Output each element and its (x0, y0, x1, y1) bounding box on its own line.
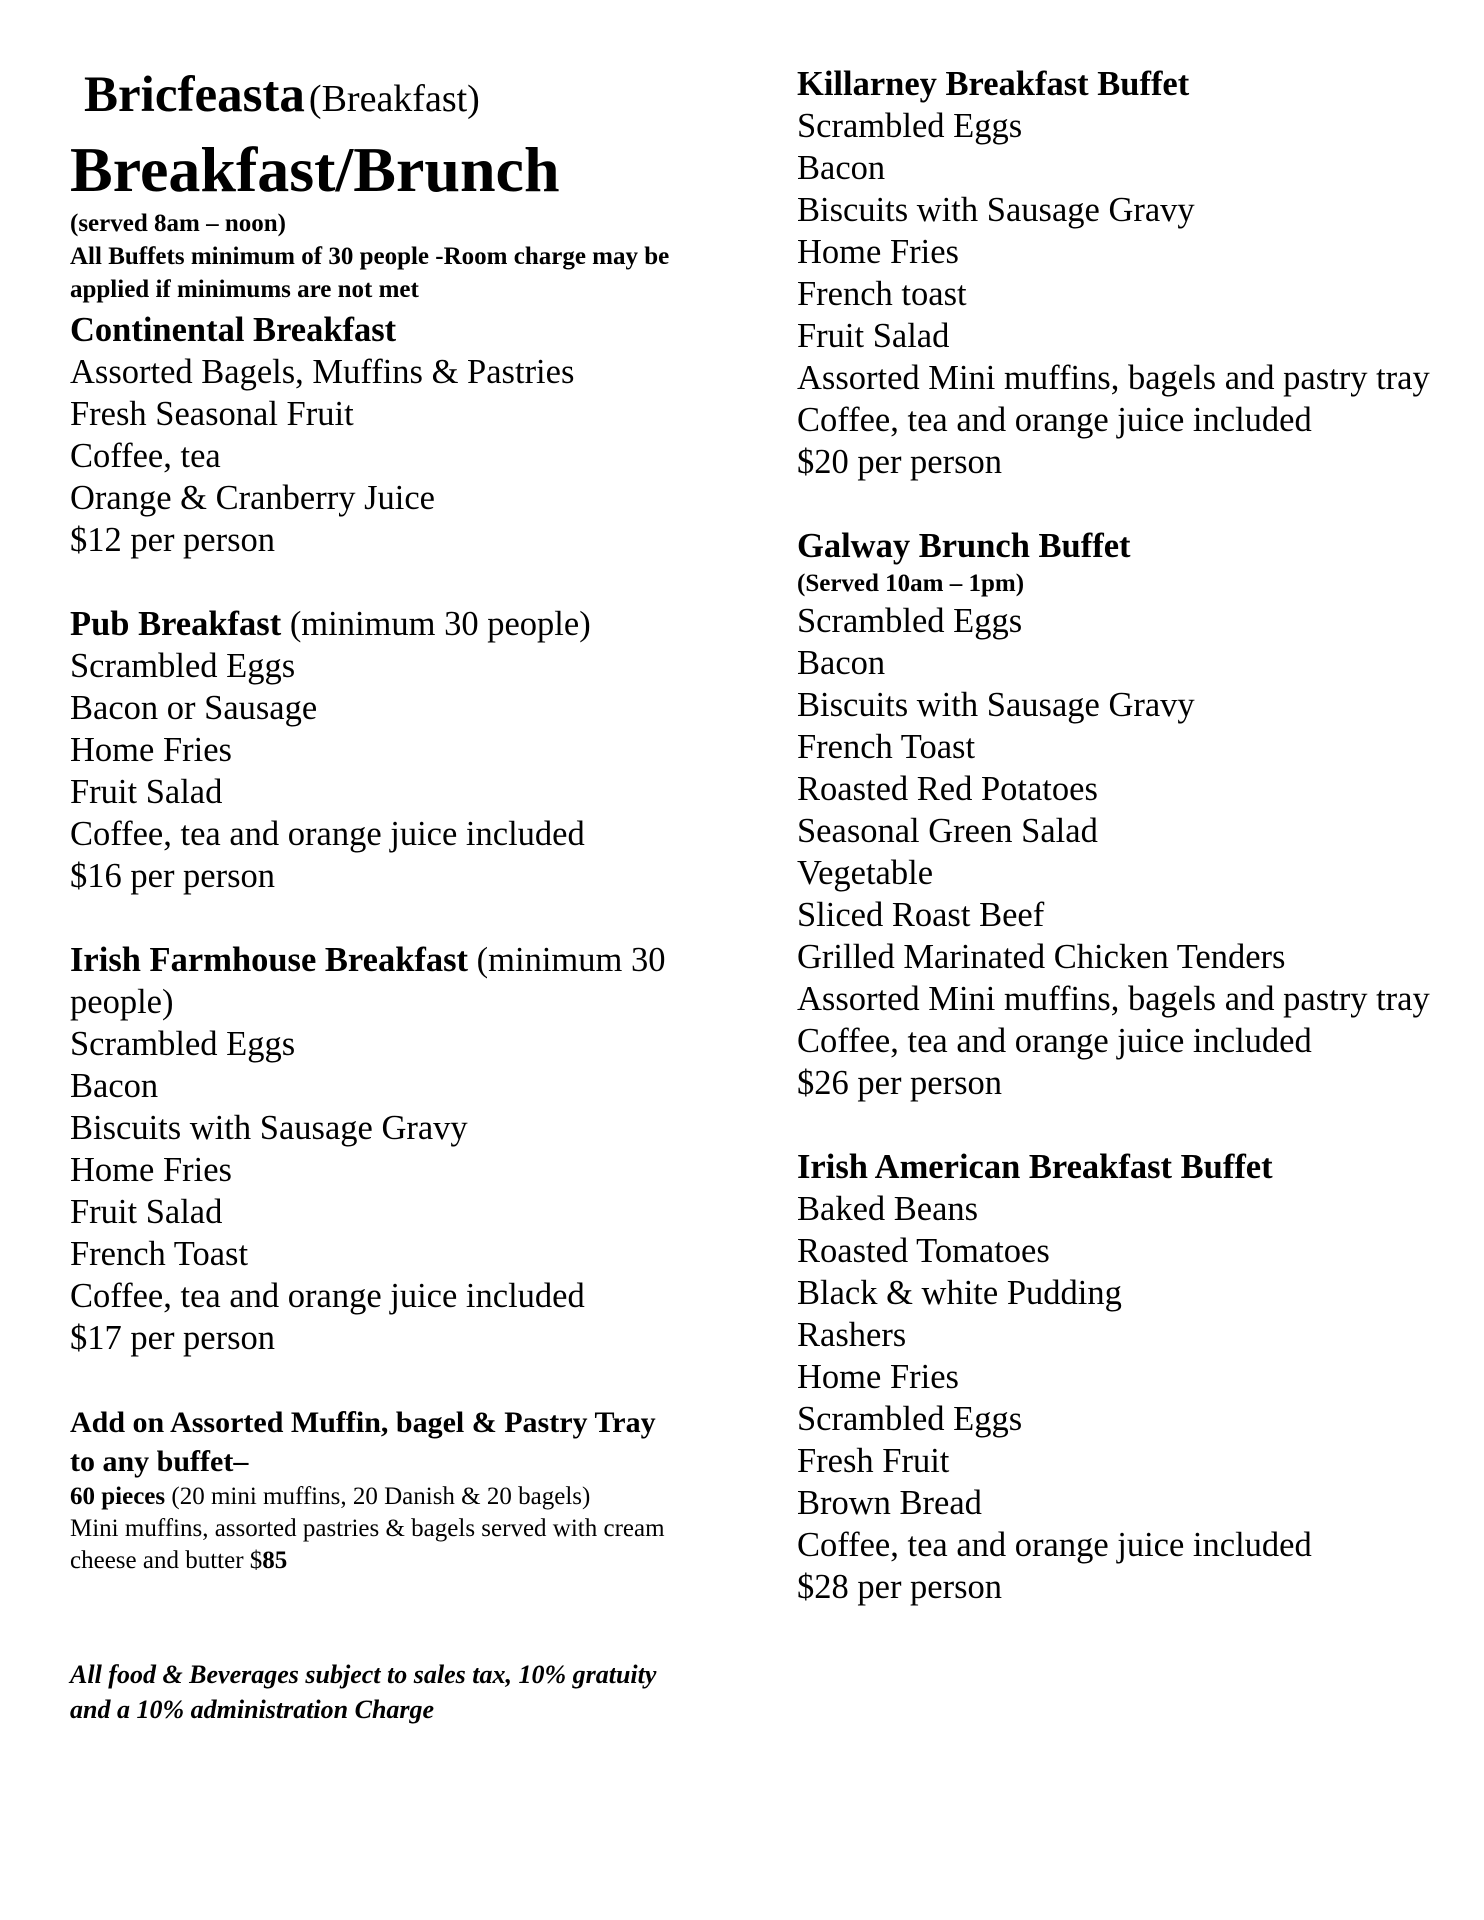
menu-item: Assorted Mini muffins, bagels and pastry tray (797, 359, 1430, 397)
footer-note: All food & Beverages subject to sales tax, 10% gratuity and a 10% administration Charge (70, 1660, 657, 1724)
galway-section (797, 525, 1457, 1104)
continental-title: Continental Breakfast (70, 311, 397, 349)
farmhouse-title: Irish Farmhouse Breakfast (70, 941, 469, 979)
menu-item: Vegetable (797, 854, 934, 892)
menu-item: Baked Beans (797, 1190, 979, 1228)
menu-item: Biscuits with Sausage Gravy (797, 191, 1195, 229)
menu-item: Scrambled Eggs (797, 1400, 1023, 1438)
menu-item: Scrambled Eggs (797, 107, 1023, 145)
price: $16 per person (70, 857, 276, 895)
pub-section (70, 603, 710, 897)
menu-item: Coffee, tea and orange juice included (797, 1526, 1312, 1564)
farmhouse-section (70, 939, 710, 1359)
menu-subtitle: Breakfast/Brunch (70, 134, 560, 205)
menu-title-paren: (Breakfast) (308, 78, 480, 120)
addon-pieces-detail: (20 mini muffins, 20 Danish & 20 bagels) (171, 1483, 591, 1510)
left-column (70, 309, 710, 1727)
price: $26 per person (797, 1064, 1003, 1102)
galway-title: Galway Brunch Buffet (797, 527, 1131, 565)
addon-pieces-count: 60 pieces (70, 1483, 166, 1510)
continental-section (70, 309, 710, 561)
menu-item: French toast (797, 275, 967, 313)
menu-item: French Toast (797, 728, 976, 766)
price: $12 per person (70, 521, 276, 559)
menu-item: Fruit Salad (70, 773, 223, 811)
menu-item: Coffee, tea and orange juice included (797, 401, 1312, 439)
addon-description-text: Mini muffins, assorted pastries & bagels served with cream cheese and butter $ (70, 1515, 665, 1574)
menu-item: Roasted Tomatoes (797, 1232, 1050, 1270)
addon-description (70, 1513, 680, 1577)
addon-title: Add on Assorted Muffin, bagel & Pastry Tray to any buffet– (70, 1406, 656, 1478)
menu-item: Bacon (797, 644, 886, 682)
pub-heading (70, 603, 710, 645)
pub-note: (minimum 30 people) (289, 605, 591, 643)
price: $20 per person (797, 443, 1003, 481)
menu-item: Fruit Salad (70, 1193, 223, 1231)
menu-item: Scrambled Eggs (70, 1025, 296, 1063)
menu-item: Home Fries (70, 1151, 232, 1189)
killarney-title: Killarney Breakfast Buffet (797, 65, 1190, 103)
menu-item: Fresh Fruit (797, 1442, 950, 1480)
menu-title-bold: Bricfeasta (84, 67, 305, 123)
menu-item: Roasted Red Potatoes (797, 770, 1098, 808)
menu-item: French Toast (70, 1235, 249, 1273)
right-column (797, 63, 1457, 1608)
menu-item: Grilled Marinated Chicken Tenders (797, 938, 1286, 976)
menu-item: Black & white Pudding (797, 1274, 1122, 1312)
menu-item: Seasonal Green Salad (797, 812, 1098, 850)
farmhouse-note: (minimum 30 people) (70, 941, 666, 1021)
menu-item: Orange & Cranberry Juice (70, 479, 435, 517)
menu-item: Assorted Mini muffins, bagels and pastry tray (797, 980, 1430, 1018)
menu-item: Sliced Roast Beef (797, 896, 1045, 934)
served-hours: (served 8am – noon) (70, 210, 286, 237)
header-notes (70, 207, 710, 306)
menu-item: Biscuits with Sausage Gravy (797, 686, 1195, 724)
menu-item: Scrambled Eggs (70, 647, 296, 685)
menu-item: Coffee, tea and orange juice included (797, 1022, 1312, 1060)
pub-title: Pub Breakfast (70, 605, 282, 643)
price: $17 per person (70, 1319, 276, 1357)
killarney-section (797, 63, 1457, 483)
menu-item: Bacon or Sausage (70, 689, 318, 727)
irish-american-title: Irish American Breakfast Buffet (797, 1148, 1273, 1186)
menu-item: Coffee, tea and orange juice included (70, 815, 585, 853)
addon-pieces (70, 1481, 680, 1513)
minimum-note: All Buffets minimum of 30 people -Room charge may be applied if minimums are not met (70, 243, 670, 303)
menu-item: Rashers (797, 1316, 907, 1354)
addon-price: 85 (262, 1547, 288, 1574)
menu-item: Bacon (70, 1067, 159, 1105)
menu-item: Coffee, tea (70, 437, 221, 475)
menu-item: Bacon (797, 149, 886, 187)
menu-item: Scrambled Eggs (797, 602, 1023, 640)
galway-served: (Served 10am – 1pm) (797, 570, 1025, 597)
farmhouse-heading (70, 939, 710, 1023)
irish-american-section (797, 1146, 1457, 1608)
menu-item: Coffee, tea and orange juice included (70, 1277, 585, 1315)
menu-item: Brown Bread (797, 1484, 982, 1522)
price: $28 per person (797, 1568, 1003, 1606)
menu-item: Home Fries (797, 1358, 959, 1396)
menu-item: Home Fries (797, 233, 959, 271)
menu-title (84, 66, 480, 124)
addon-section (70, 1403, 680, 1577)
menu-item: Assorted Bagels, Muffins & Pastries (70, 353, 575, 391)
menu-item: Fresh Seasonal Fruit (70, 395, 354, 433)
menu-item: Home Fries (70, 731, 232, 769)
menu-item: Fruit Salad (797, 317, 950, 355)
menu-item: Biscuits with Sausage Gravy (70, 1109, 468, 1147)
